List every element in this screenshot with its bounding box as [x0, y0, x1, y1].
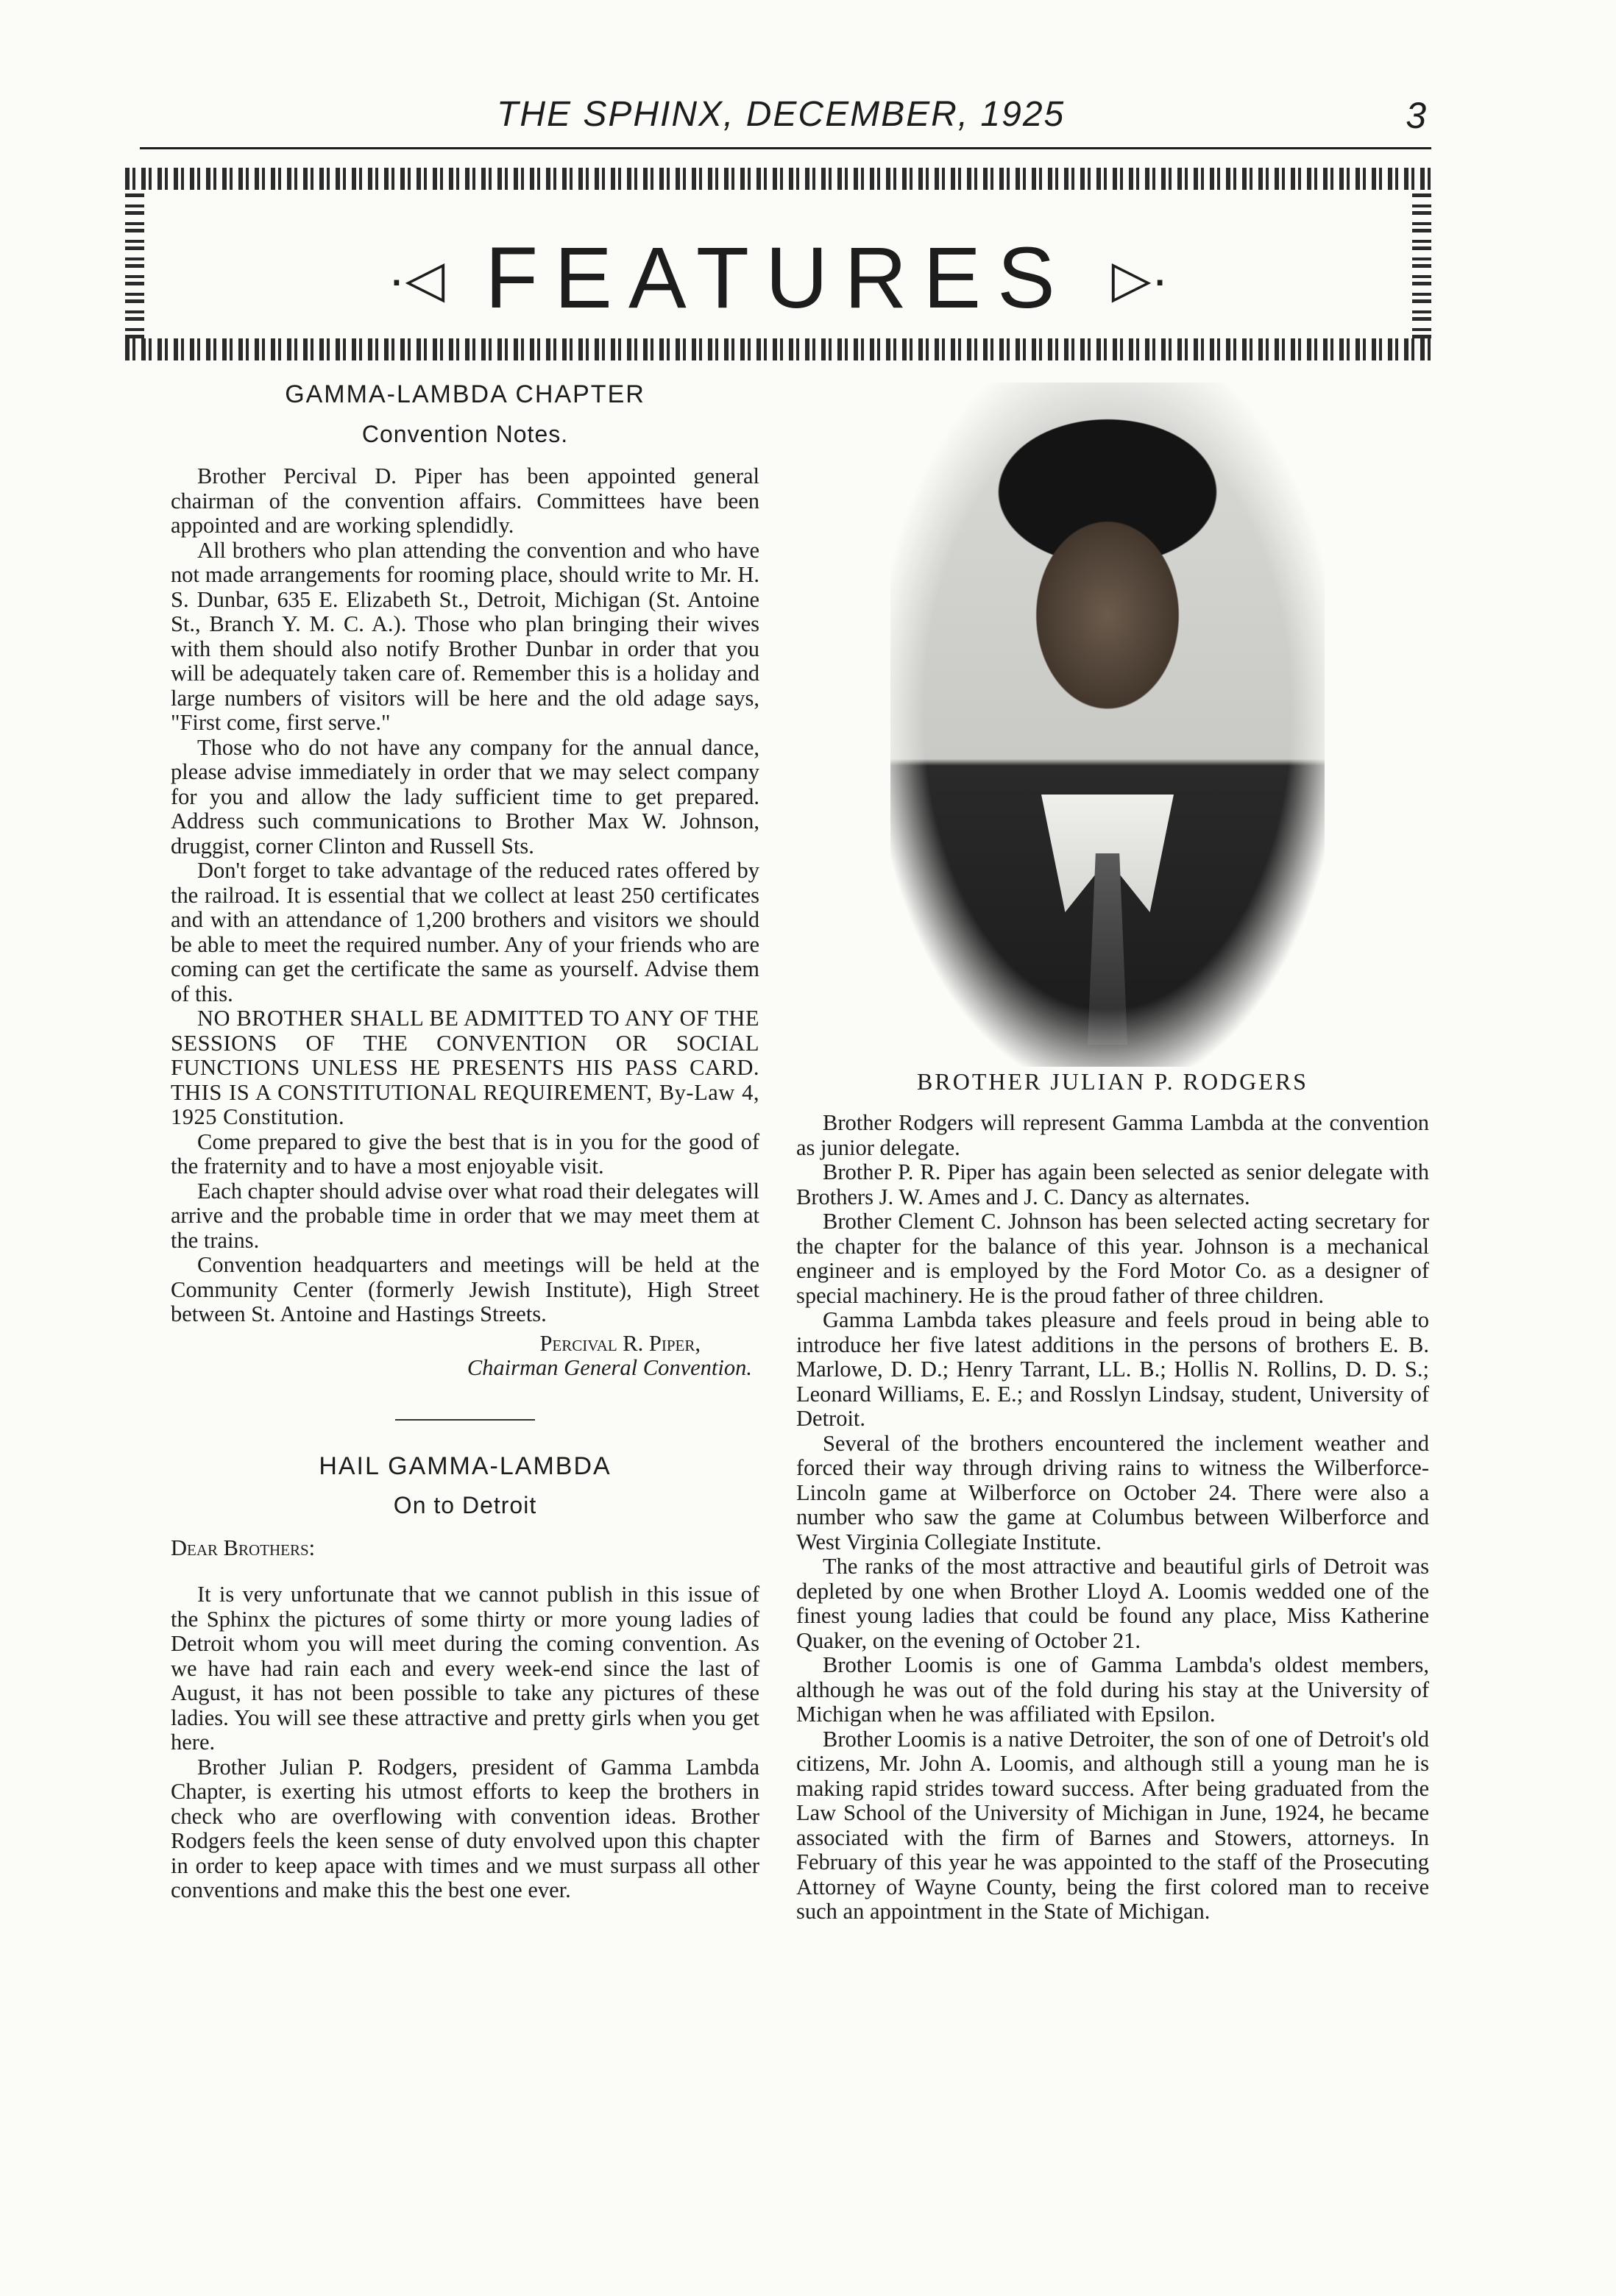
paragraph: Brother Clement C. Johnson has been selected acting secretary for the chapter for the balance of this year. Johnson is a mechanical engineer and is employed by the Ford Motor Co. as a designer of special machinery. He is the proud father of three children. [796, 1209, 1429, 1308]
salutation: Dear Brothers: [171, 1535, 316, 1560]
paragraph: Brother Julian P. Rodgers, president of Gamma Lambda Chapter, is exerting his utmost efforts to keep the brothers in check who are overflowing with convention ideas. Brother Rodgers feels the keen sense of duty envolved upon this chapter in order to keep apace with times and we must surpass all other conventions and make this the best one ever. [171, 1754, 759, 1902]
pass-card-notice: NO BROTHER SHALL BE ADMITTED TO ANY OF THE SESSIONS OF THE CONVENTION OR SOCIAL FUNCTIONS UNLESS HE PRESENTS HIS PASS CARD. THIS IS A CONSTITUTIONAL REQUIREMENT, By-Law 4, 1925 Constitution. [171, 1006, 759, 1129]
paragraph: Those who do not have any company for the annual dance, please advise immediately in order that we may select company for you and allow the lady sufficient time to get prepared. Address such communications to Brother Max W. Johnson, druggist, corner Clinton and Russell Sts. [171, 734, 759, 859]
running-head [88, 94, 1428, 146]
portrait-tie [1088, 853, 1127, 1045]
article-heading-hail-gamma-lambda: HAIL GAMMA-LAMBDA [319, 1451, 612, 1480]
paragraph: Don't forget to take advantage of the reduced rates offered by the railroad. It is essential that we collect at least 250 certificates and with an attendance of 1,200 brothers and visitors we should be able to meet the required number. Any of your friends who are coming can get the certificate the same as yourself. Advise them of this. [171, 858, 759, 1006]
section-divider [395, 1419, 535, 1421]
features-banner [125, 168, 1431, 360]
signature-name: Percival R. Piper, [539, 1330, 701, 1356]
paragraph: The ranks of the most attractive and beautiful girls of Detroit was depleted by one when Brother Lloyd A. Loomis wedded one of the finest young ladies that could be found any place, Miss Katherine Quaker, on the evening of October 21. [796, 1554, 1429, 1653]
banner-ornament-right [1412, 190, 1431, 338]
page-number: 3 [1406, 95, 1428, 136]
banner-ornament-top [125, 168, 1431, 190]
running-head-title: THE SPHINX, DECEMBER, 1925 [497, 95, 1066, 134]
paragraph: All brothers who plan attending the convention and who have not made arrangements for rooming place, should write to Mr. H. S. Dunbar, 635 E. Elizabeth St., Detroit, Michigan (St. Antoine St., Branch Y. M. C. A.). Those who plan bringing their wives with them should also notify Brother Dunbar in order that you will be adequately taken care of. Remember this is a holiday and large numbers of visitors will be here and the old adage says, "First come, first serve." [171, 537, 759, 735]
signature-title: Chairman General Convention. [467, 1355, 752, 1380]
header-rule [140, 147, 1431, 149]
paragraph: Brother P. R. Piper has again been selected as senior delegate with Brothers J. W. Ames and J. C. Dancy as alternates. [796, 1159, 1429, 1209]
banner-ornament-left [125, 190, 144, 338]
paragraph: Each chapter should advise over what road their delegates will arrive and the probable time in order that we may meet them at the trains. [171, 1178, 759, 1253]
article-subheading-convention-notes: Convention Notes. [361, 420, 569, 447]
features-title-row [144, 228, 1412, 328]
paragraph: Brother Loomis is one of Gamma Lambda's oldest members, although he was out of the fold during his stay at the University of Michigan when he was affiliated with Epsilon. [796, 1652, 1429, 1727]
paragraph: Come prepared to give the best that is in you for the good of the fraternity and to have a most enjoyable visit. [171, 1129, 759, 1179]
features-title: FEATURES [485, 230, 1071, 327]
portrait-photo [890, 383, 1325, 1067]
paragraph: Brother Loomis is a native Detroiter, the son of one of Detroit's old citizens, Mr. John A. Loomis, and although still a young man he is making rapid strides toward success. After being graduated from the Law School of the University of Michigan in June, 1924, he became associated with the firm of Barnes and Stowers, attorneys. In February of this year he was appointed to the staff of the Prosecuting Attorney of Wayne County, being the first colored man to receive such an appointment in the State of Michigan. [796, 1726, 1429, 1924]
right-triangle-icon: ▷· [1111, 249, 1169, 308]
paragraph: Brother Rodgers will represent Gamma Lambda at the convention as junior delegate. [796, 1110, 1429, 1160]
paragraph: Gamma Lambda takes pleasure and feels proud in being able to introduce her five latest additions in the persons of brothers E. B. Marlowe, D. D.; Henry Tarrant, LL. B.; Hollis N. Rollins, D. D. S.; Leonard Williams, E. E.; and Rosslyn Lindsay, student, University of Detroit. [796, 1307, 1429, 1431]
right-column [796, 1111, 1429, 1924]
banner-ornament-bottom [125, 338, 1431, 360]
article-heading-gamma-lambda: GAMMA-LAMBDA CHAPTER [285, 380, 645, 408]
photo-caption: BROTHER JULIAN P. RODGERS [917, 1068, 1308, 1095]
left-column [171, 380, 759, 1903]
left-triangle-icon: ·◁ [388, 249, 445, 308]
paragraph: Convention headquarters and meetings will be held at the Community Center (formerly Jewish Institute), High Street between St. Antoine and Hastings Streets. [171, 1252, 759, 1326]
article-subheading-on-to-detroit: On to Detroit [393, 1492, 537, 1518]
paragraph: Several of the brothers encountered the inclement weather and forced their way through driving rains to witness the Wilberforce-Lincoln game at Wilberforce on October 24. There were also a number who saw the game at Columbus between Wilberforce and West Virginia Collegiate Institute. [796, 1430, 1429, 1554]
paragraph: It is very unfortunate that we cannot publish in this issue of the Sphinx the pictures of some thirty or more young ladies of Detroit whom you will meet during the coming convention. As we have had rain each and every week-end since the last of August, it has not been possible to take any pictures of these ladies. You will see these attractive and pretty girls when you get here. [171, 1582, 759, 1755]
paragraph: Brother Percival D. Piper has been appointed general chairman of the convention affairs. Committees have been appointed and are working splendidly. [171, 463, 759, 538]
banner-inner [144, 190, 1412, 338]
